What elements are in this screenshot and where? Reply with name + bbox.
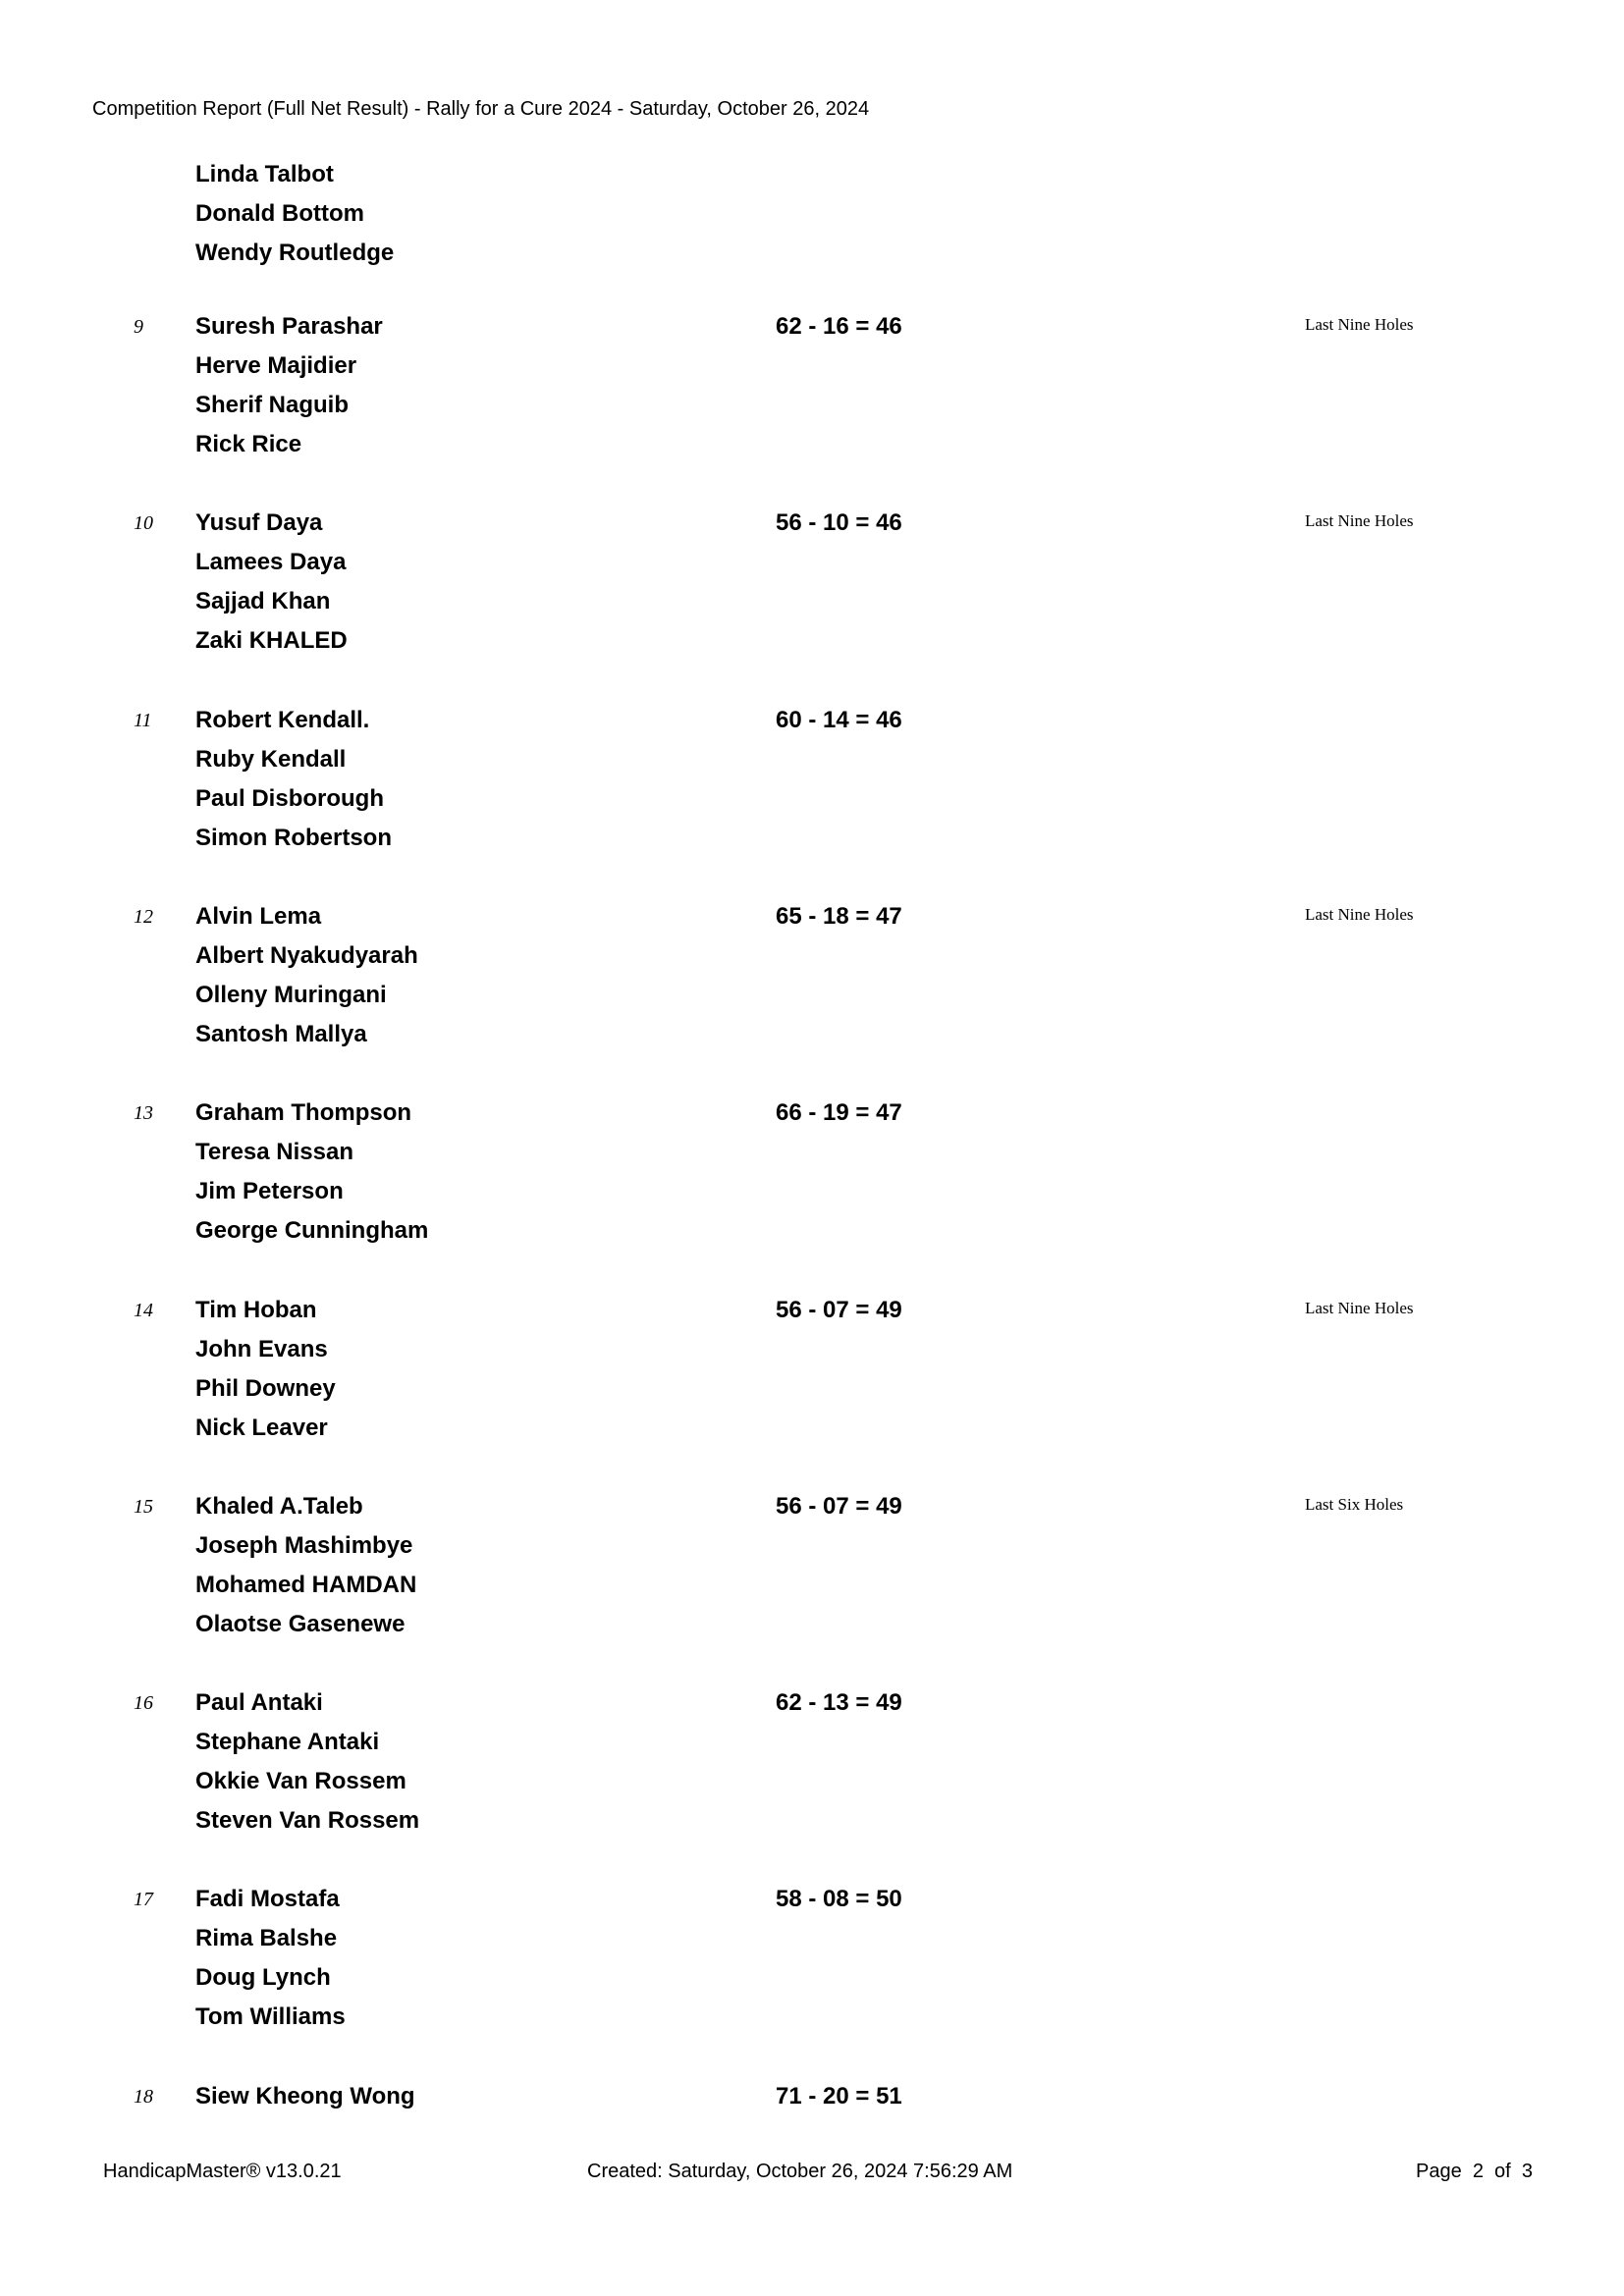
- member-name: Phil Downey: [195, 1375, 336, 1402]
- team-members: [195, 897, 418, 1054]
- member-name: Herve Majidier: [195, 352, 357, 379]
- member-name: Siew Kheong Wong: [195, 2083, 415, 2109]
- continued-team-members: [195, 155, 394, 273]
- member-name: Alvin Lema: [195, 903, 322, 930]
- member-name: Tom Williams: [195, 2003, 346, 2030]
- team-result: [0, 897, 1624, 1074]
- member-name: Tim Hoban: [195, 1297, 317, 1323]
- team-result: [0, 307, 1624, 484]
- team-result: [0, 504, 1624, 680]
- team-members: [195, 1880, 346, 2037]
- member-name: Lamees Daya: [195, 549, 347, 575]
- team-result: [0, 701, 1624, 878]
- member-name: Yusuf Daya: [195, 509, 323, 536]
- member-name: Linda Talbot: [195, 161, 334, 187]
- team-score: 56 - 07 = 49: [776, 1493, 902, 1520]
- team-score: 71 - 20 = 51: [776, 2083, 902, 2109]
- footer-software: HandicapMaster® v13.0.21: [103, 2161, 342, 2182]
- team-members: [195, 1094, 428, 1251]
- member-name: Ruby Kendall: [195, 746, 347, 773]
- member-name: Doug Lynch: [195, 1964, 331, 1991]
- member-name: George Cunningham: [195, 1217, 429, 1244]
- team-score: 66 - 19 = 47: [776, 1099, 902, 1126]
- member-name: Rick Rice: [195, 431, 302, 457]
- member-name: Okkie Van Rossem: [195, 1768, 406, 1794]
- member-name: Olaotse Gasenewe: [195, 1611, 406, 1637]
- team-members: [195, 504, 348, 661]
- team-score: 56 - 10 = 46: [776, 509, 902, 536]
- team-members: [195, 1291, 336, 1448]
- team-result: [0, 1094, 1624, 1270]
- member-name: Stephane Antaki: [195, 1729, 380, 1755]
- tiebreak-note: Last Nine Holes: [1305, 315, 1414, 334]
- team-result: [0, 1880, 1624, 2056]
- member-name: Paul Antaki: [195, 1689, 323, 1716]
- tiebreak-note: Last Nine Holes: [1305, 905, 1414, 924]
- member-name: Wendy Routledge: [195, 240, 395, 266]
- team-score: 56 - 07 = 49: [776, 1297, 902, 1323]
- member-name: Jim Peterson: [195, 1178, 344, 1204]
- team-rank: 17: [134, 1889, 153, 1910]
- member-name: Zaki KHALED: [195, 627, 348, 654]
- member-name: Fadi Mostafa: [195, 1886, 340, 1912]
- member-name: Sherif Naguib: [195, 392, 350, 418]
- team-rank: 18: [134, 2086, 153, 2108]
- member-name: Donald Bottom: [195, 200, 364, 227]
- member-name: Steven Van Rossem: [195, 1807, 420, 1834]
- member-name: Khaled A.Taleb: [195, 1493, 363, 1520]
- member-name: Santosh Mallya: [195, 1021, 367, 1047]
- member-name: Paul Disborough: [195, 785, 384, 812]
- team-result: [0, 1291, 1624, 1468]
- member-name: Robert Kendall.: [195, 707, 370, 733]
- team-rank: 12: [134, 906, 153, 928]
- team-members: [195, 2077, 415, 2116]
- member-name: Albert Nyakudyarah: [195, 942, 418, 969]
- team-result: [0, 1683, 1624, 1860]
- member-name: Simon Robertson: [195, 825, 393, 851]
- member-name: Nick Leaver: [195, 1415, 328, 1441]
- team-members: [195, 307, 383, 464]
- report-title: Competition Report (Full Net Result) - Rally for a Cure 2024 - Saturday, October 26, 2024: [92, 98, 870, 120]
- team-rank: 14: [134, 1300, 153, 1321]
- tiebreak-note: Last Nine Holes: [1305, 511, 1414, 530]
- member-name: Teresa Nissan: [195, 1139, 353, 1165]
- team-rank: 16: [134, 1692, 153, 1714]
- member-name: Joseph Mashimbye: [195, 1532, 413, 1559]
- tiebreak-note: Last Nine Holes: [1305, 1299, 1414, 1317]
- team-rank: 15: [134, 1496, 153, 1518]
- member-name: Suresh Parashar: [195, 313, 383, 340]
- team-result: [0, 1487, 1624, 1664]
- team-score: 60 - 14 = 46: [776, 707, 902, 733]
- team-score: 62 - 16 = 46: [776, 313, 902, 340]
- team-score: 58 - 08 = 50: [776, 1886, 902, 1912]
- member-name: John Evans: [195, 1336, 328, 1362]
- team-score: 65 - 18 = 47: [776, 903, 902, 930]
- member-name: Mohamed HAMDAN: [195, 1572, 417, 1598]
- footer-page-number: Page 2 of 3: [1416, 2161, 1533, 2182]
- team-score: 62 - 13 = 49: [776, 1689, 902, 1716]
- tiebreak-note: Last Six Holes: [1305, 1495, 1404, 1514]
- team-members: [195, 701, 392, 858]
- team-rank: 13: [134, 1102, 153, 1124]
- team-members: [195, 1487, 416, 1644]
- team-rank: 11: [134, 710, 152, 731]
- footer-created: Created: Saturday, October 26, 2024 7:56:29 AM: [587, 2161, 1013, 2182]
- member-name: Graham Thompson: [195, 1099, 412, 1126]
- member-name: Olleny Muringani: [195, 982, 387, 1008]
- member-name: Rima Balshe: [195, 1925, 338, 1951]
- member-name: Sajjad Khan: [195, 588, 331, 614]
- team-rank: 10: [134, 512, 153, 534]
- team-members: [195, 1683, 419, 1841]
- team-rank: 9: [134, 316, 143, 338]
